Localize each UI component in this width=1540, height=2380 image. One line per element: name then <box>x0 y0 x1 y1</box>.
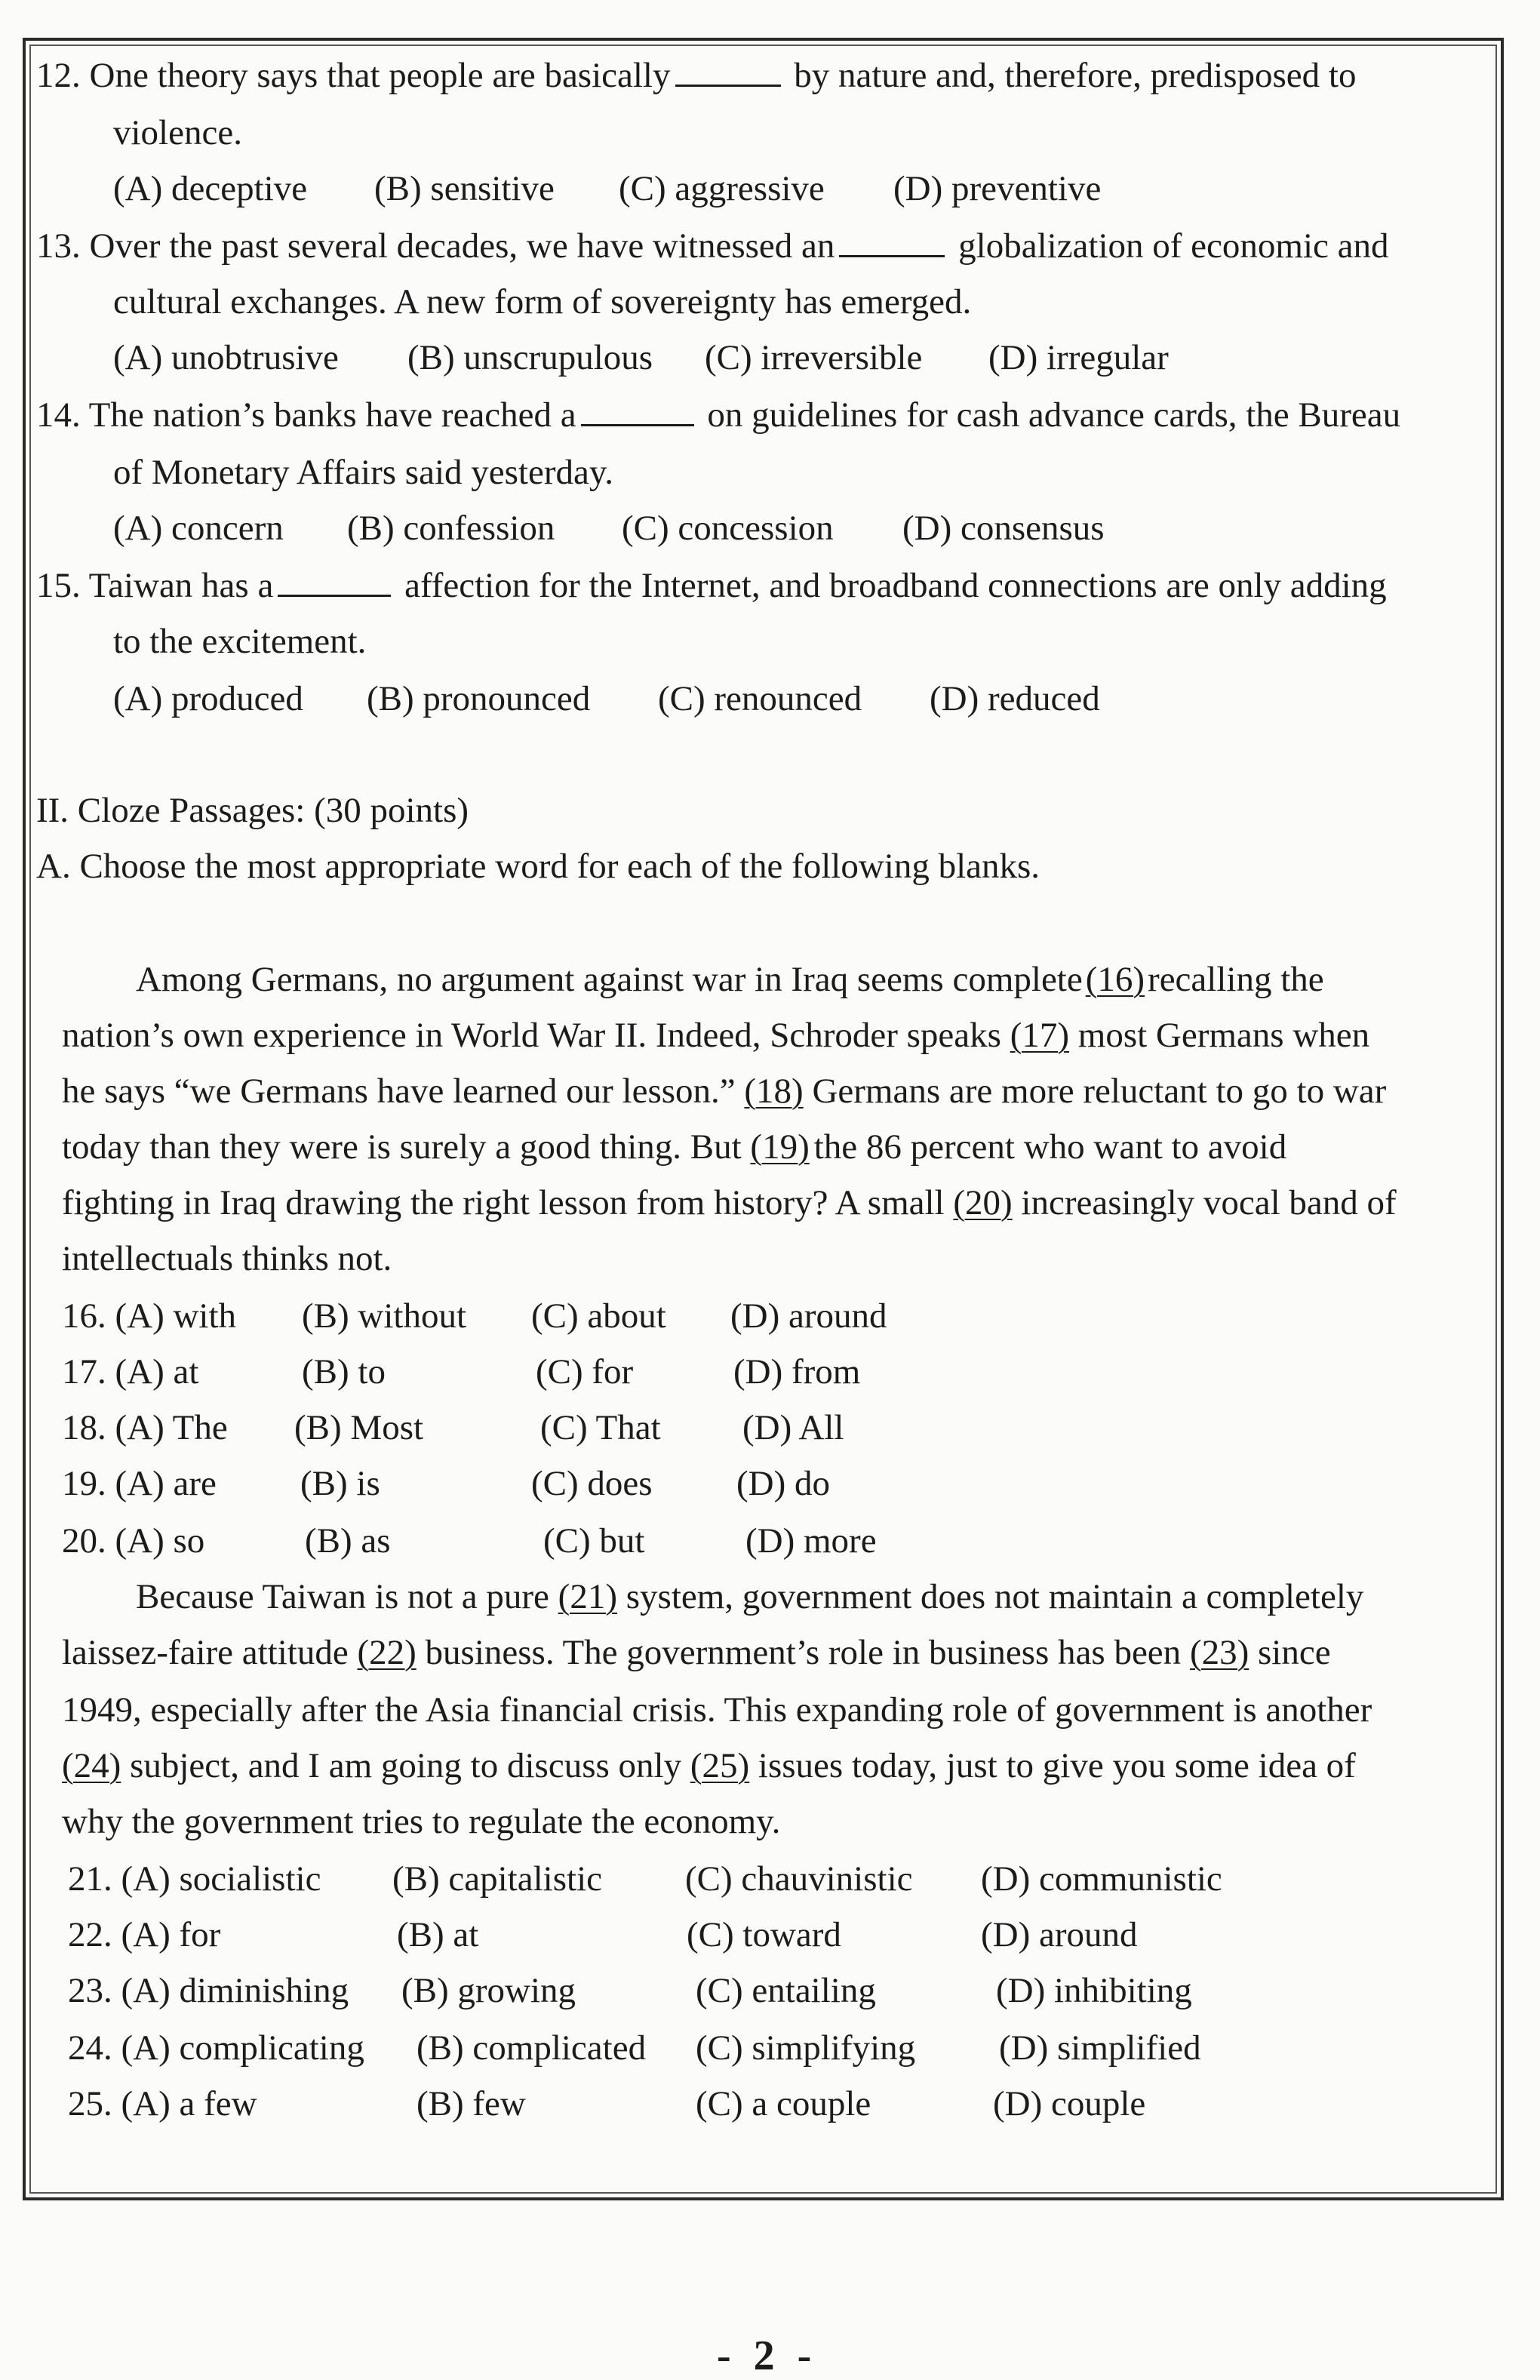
passage-1-line-3: he says “we Germans have learned our lesson.” (18) Germans are more reluctant to go to war <box>62 1072 1387 1111</box>
blank-23: (23) <box>1189 1633 1250 1672</box>
choice-24-b: (B) complicated <box>417 2028 647 2068</box>
option-d: (D) reduced <box>930 679 1100 718</box>
choice-25-a: 25. (A) a few <box>68 2084 257 2123</box>
choice-19-d: (D) do <box>736 1464 830 1503</box>
option-d: (D) preventive <box>893 169 1102 208</box>
page-number: - 2 - <box>717 2332 818 2379</box>
choice-18-a: 18. (A) The <box>62 1408 228 1447</box>
option-b: (B) sensitive <box>374 169 555 208</box>
question-continuation: violence. <box>113 113 242 152</box>
option-b: (B) confession <box>347 509 555 548</box>
section-heading: II. Cloze Passages: (30 points) <box>36 791 469 830</box>
choice-19-a: 19. (A) are <box>62 1464 217 1503</box>
choice-16-d: (D) around <box>730 1296 887 1336</box>
choice-23-c: (C) entailing <box>696 1971 876 2010</box>
choice-21-d: (D) communistic <box>981 1859 1222 1899</box>
choice-20-d: (D) more <box>745 1521 877 1561</box>
choice-20-c: (C) but <box>543 1521 645 1561</box>
blank-18: (18) <box>744 1072 804 1111</box>
option-c: (C) aggressive <box>619 169 825 208</box>
choice-16-c: (C) about <box>531 1296 666 1336</box>
choice-21-b: (B) capitalistic <box>392 1859 602 1899</box>
option-c: (C) concession <box>622 509 834 548</box>
blank-20: (20) <box>953 1183 1013 1222</box>
passage-2-line-1: Because Taiwan is not a pure (21) system, government does not maintain a completely <box>136 1577 1364 1616</box>
question-continuation: to the excitement. <box>113 622 367 661</box>
blank-17: (17) <box>1010 1016 1070 1055</box>
choice-24-d: (D) simplified <box>999 2028 1201 2068</box>
choice-21-a: 21. (A) socialistic <box>68 1859 321 1899</box>
choice-23-d: (D) inhibiting <box>996 1971 1192 2010</box>
choice-25-c: (C) a couple <box>696 2084 871 2123</box>
option-b: (B) unscrupulous <box>407 338 653 377</box>
passage-2-line-2: laissez-faire attitude (22) business. The government’s role in business has been (23) since <box>62 1633 1331 1672</box>
choice-24-c: (C) simplifying <box>696 2028 916 2068</box>
passage-1-line-6: intellectuals thinks not. <box>62 1239 392 1278</box>
choice-16-b: (B) without <box>302 1296 467 1336</box>
passage-1-line-2: nation’s own experience in World War II. Indeed, Schroder speaks (17) most Germans when <box>62 1016 1370 1055</box>
passage-1-line-1: Among Germans, no argument against war in Iraq seems complete(16)recalling the <box>136 960 1324 999</box>
choice-17-c: (C) for <box>536 1352 634 1391</box>
choice-18-b: (B) Most <box>294 1408 424 1447</box>
choice-25-b: (B) few <box>417 2084 526 2123</box>
answer-blank <box>581 394 694 426</box>
choice-17-d: (D) from <box>733 1352 861 1391</box>
question-15: 15. Taiwan has a affection for the Internet, and broadband connections are only adding <box>36 566 1387 605</box>
choice-24-a: 24. (A) complicating <box>68 2028 364 2068</box>
section-instructions: A. Choose the most appropriate word for each of the following blanks. <box>36 847 1040 886</box>
question-text: The nation’s banks have reached a <box>88 395 576 435</box>
option-d: (D) consensus <box>902 509 1105 548</box>
option-a: (A) concern <box>113 509 284 548</box>
choice-17-b: (B) to <box>302 1352 386 1391</box>
choice-22-c: (C) toward <box>687 1915 841 1954</box>
question-text: Taiwan has a <box>88 566 274 605</box>
option-d: (D) irregular <box>988 338 1169 377</box>
answer-blank <box>839 225 945 257</box>
choice-19-b: (B) is <box>300 1464 380 1503</box>
option-c: (C) renounced <box>658 679 862 718</box>
question-13: 13. Over the past several decades, we have witnessed an globalization of economic and <box>36 226 1389 266</box>
choice-17-a: 17. (A) at <box>62 1352 199 1391</box>
answer-blank <box>278 564 391 597</box>
question-text: Over the past several decades, we have witnessed an <box>89 226 835 266</box>
blank-22: (22) <box>357 1633 417 1672</box>
blank-21: (21) <box>558 1577 617 1616</box>
choice-20-b: (B) as <box>305 1521 391 1561</box>
answer-blank <box>675 54 781 87</box>
choice-19-c: (C) does <box>531 1464 653 1503</box>
passage-1-line-5: fighting in Iraq drawing the right lesson from history? A small (20) increasingly vocal band of <box>62 1183 1397 1222</box>
choice-21-c: (C) chauvinistic <box>685 1859 913 1899</box>
blank-25: (25) <box>690 1746 750 1785</box>
passage-2-line-3: 1949, especially after the Asia financial crisis. This expanding role of government is another <box>62 1690 1372 1730</box>
question-12: 12. One theory says that people are basically by nature and, therefore, predisposed to <box>36 56 1357 95</box>
choice-18-d: (D) All <box>742 1408 844 1447</box>
choice-22-b: (B) at <box>397 1915 479 1954</box>
option-a: (A) unobtrusive <box>113 338 339 377</box>
question-14: 14. The nation’s banks have reached a on guidelines for cash advance cards, the Bureau <box>36 395 1401 435</box>
blank-24: (24) <box>62 1746 121 1785</box>
passage-2-line-5: why the government tries to regulate the economy. <box>62 1802 781 1841</box>
question-text: One theory says that people are basically <box>89 56 671 95</box>
question-continuation: cultural exchanges. A new form of sovereignty has emerged. <box>113 282 972 321</box>
choice-20-a: 20. (A) so <box>62 1521 205 1561</box>
option-b: (B) pronounced <box>367 679 591 718</box>
choice-23-a: 23. (A) diminishing <box>68 1971 349 2010</box>
choice-18-c: (C) That <box>540 1408 661 1447</box>
option-a: (A) deceptive <box>113 169 308 208</box>
option-a: (A) produced <box>113 679 303 718</box>
choice-22-a: 22. (A) for <box>68 1915 221 1954</box>
blank-19: (19) <box>750 1127 810 1167</box>
choice-22-d: (D) around <box>981 1915 1138 1954</box>
passage-2-line-4: (24) subject, and I am going to discuss only (25) issues today, just to give you some idea of <box>62 1746 1356 1785</box>
blank-16: (16) <box>1085 960 1145 999</box>
question-continuation: of Monetary Affairs said yesterday. <box>113 453 614 492</box>
choice-25-d: (D) couple <box>993 2084 1146 2123</box>
passage-1-line-4: today than they were is surely a good thing. But (19) the 86 percent who want to avoid <box>62 1127 1287 1167</box>
option-c: (C) irreversible <box>705 338 923 377</box>
choice-23-b: (B) growing <box>401 1971 576 2010</box>
choice-16-a: 16. (A) with <box>62 1296 237 1336</box>
